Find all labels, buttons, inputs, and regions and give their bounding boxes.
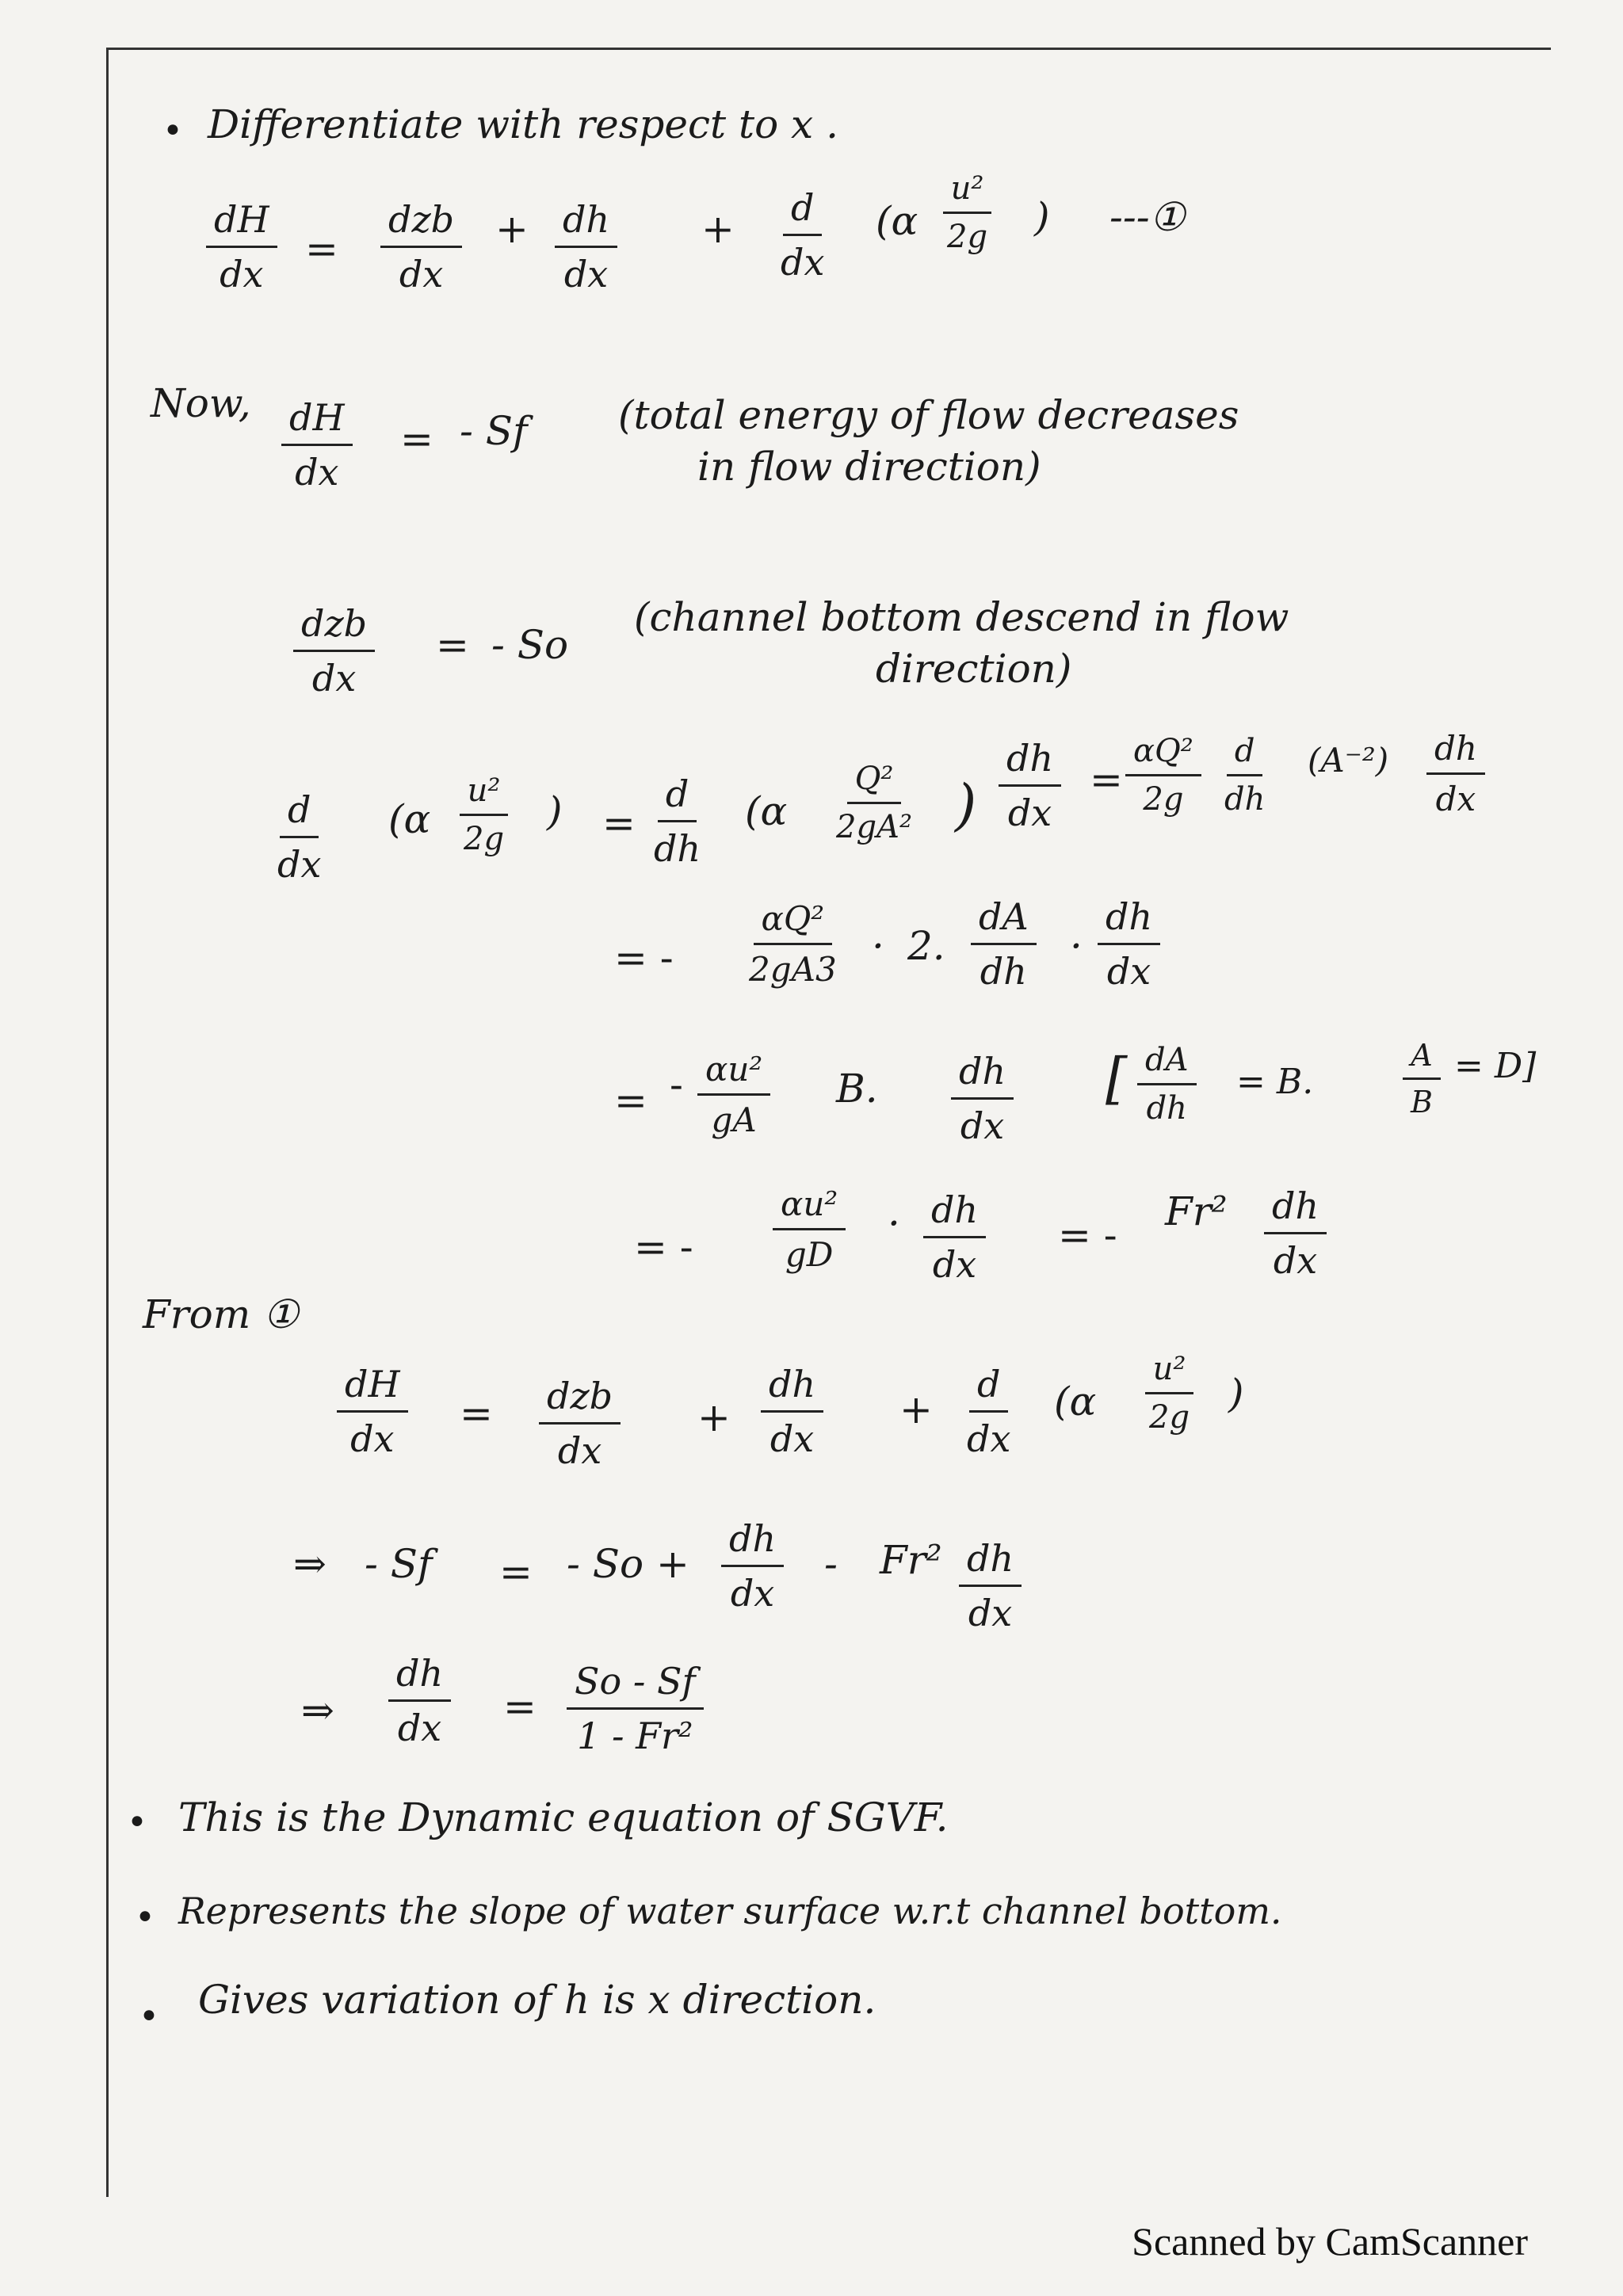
eq1-label: ---① (1109, 194, 1186, 240)
line3-eq-D: = D] (1454, 1046, 1537, 1086)
eq1-u2: u² (943, 170, 992, 214)
deriv-d-dx (269, 788, 329, 886)
line2-dh-2: dh (1098, 895, 1160, 945)
deriv-q2: Q² (847, 761, 902, 804)
line4-dh-dx (923, 1188, 986, 1286)
line3-bracket-eq-B: = B. (1236, 1062, 1314, 1102)
from-dzb-dx (539, 1375, 621, 1472)
deriv-dh-3: dh (1224, 781, 1266, 818)
line3-dh-dx (951, 1050, 1014, 1147)
line2-equals: = - (614, 935, 674, 981)
line2-dh: dh (980, 950, 1027, 993)
eq1-d-dx (773, 186, 832, 284)
sf-note-line1: (total energy of flow decreases (618, 392, 1239, 438)
bullet-dot-2: • (135, 1897, 155, 1938)
from-close: ) (1228, 1371, 1244, 1417)
eq1-equals: = (305, 226, 338, 272)
line3-Bden: B (1411, 1085, 1433, 1119)
result-dh: dh (721, 1517, 784, 1567)
line2-two: 2. (907, 923, 945, 969)
line4-au2-gD (773, 1184, 846, 1274)
eq1-alpha-open: (α (876, 198, 918, 244)
result-so: - So + (567, 1541, 689, 1587)
result-dh-2: dh (959, 1537, 1022, 1587)
deriv-dx-2: dx (1007, 791, 1052, 834)
line3-B: B. (836, 1066, 878, 1112)
bullet-dot-3: • (139, 1997, 159, 2037)
line3-equals: = (614, 1077, 647, 1123)
deriv-equals: = (602, 800, 636, 846)
eq1-dx-4: dx (781, 241, 825, 284)
from-1-label: From ① (143, 1291, 299, 1337)
deriv-u2-2g (456, 772, 512, 857)
deriv-dx: dx (277, 843, 322, 886)
result-sf: - Sf (365, 1541, 433, 1587)
eq1-dzb: dzb (380, 198, 462, 248)
line4-dh-dx-2 (1264, 1184, 1327, 1282)
eq1-dH-dx (206, 198, 277, 296)
now-dx: dx (295, 451, 339, 494)
line2-aq2: αQ² (754, 899, 833, 945)
from-alpha-open: (α (1054, 1379, 1097, 1425)
deriv-d-3: d (1227, 733, 1263, 776)
line3-minus: - (670, 1062, 683, 1108)
eq1-dh-dx (555, 198, 617, 296)
scanner-watermark: Scanned by CamScanner (1132, 2219, 1528, 2264)
line4-equals-2: = - (1058, 1212, 1117, 1258)
line3-au2-gA (697, 1050, 770, 1139)
eq1-plus-2: + (701, 206, 735, 252)
deriv-equals-2: = (1090, 757, 1123, 803)
from-2g: 2g (1149, 1399, 1190, 1436)
line3-bracket-dh: dh (1146, 1090, 1187, 1127)
final-fraction (567, 1660, 704, 1757)
deriv-dx-3: dx (1435, 780, 1476, 818)
bullet-text-1: This is the Dynamic equation of SGVF. (178, 1794, 949, 1840)
deriv-aq2: αQ² (1125, 733, 1201, 776)
line3-gA: gA (711, 1100, 757, 1139)
line3-A: A (1403, 1038, 1440, 1080)
eq1-dx-3: dx (563, 253, 609, 296)
eq1-close: ) (1034, 194, 1050, 240)
deriv-A-minus-2: (A⁻²) (1308, 741, 1389, 780)
bullet-dot: • (162, 111, 183, 151)
deriv-dh-dx (999, 737, 1061, 834)
from-dx-3: dx (769, 1417, 815, 1460)
deriv-d: d (280, 788, 319, 838)
so-rhs: - So (491, 622, 569, 668)
line2-aq2-2gA3 (741, 899, 845, 989)
from-plus-2: + (899, 1386, 933, 1432)
line2-2gA3: 2gA3 (749, 950, 837, 989)
eq1-plus: + (495, 206, 529, 252)
eq1-dzb-dx (380, 198, 462, 296)
from-dzb: dzb (539, 1375, 621, 1425)
line2-dA: dA (971, 895, 1037, 945)
deriv-q2-2gA2 (828, 761, 920, 845)
so-dzb: dzb (293, 602, 375, 652)
result-dh-dx (721, 1517, 784, 1615)
result-fr2: Fr² (880, 1537, 942, 1583)
final-dh-dx (388, 1652, 451, 1749)
deriv-dh-dx-2 (1426, 729, 1485, 818)
eq1-d: d (783, 186, 822, 236)
line4-dot: · (888, 1200, 900, 1246)
sf-rhs: - Sf (460, 408, 528, 454)
line2-dA-dh (971, 895, 1037, 993)
deriv-close: ) (547, 788, 563, 834)
deriv-d-2: d (658, 772, 697, 822)
now-dH: dH (281, 396, 353, 446)
deriv-dh-2: dh (999, 737, 1061, 787)
intro-text: Differentiate with respect to x . (208, 101, 839, 147)
implies-arrow-2: ⇒ (301, 1688, 334, 1733)
so-dzb-dx (293, 602, 375, 700)
now-dH-dx (281, 396, 353, 494)
line3-A-over-B (1403, 1038, 1441, 1119)
line3-bracket-dA: dA (1137, 1042, 1197, 1085)
deriv-2g-2: 2g (1143, 781, 1184, 818)
result-dx: dx (730, 1572, 775, 1615)
from-dx-2: dx (557, 1429, 602, 1472)
from-dh: dh (761, 1363, 823, 1413)
deriv-u2: u² (460, 772, 509, 816)
from-dH: dH (337, 1363, 408, 1413)
so-note-line2: direction) (876, 646, 1072, 692)
deriv-alpha-open-2: (α (745, 788, 788, 834)
from-d-dx (959, 1363, 1018, 1460)
line2-dot: · (872, 923, 884, 969)
from-dh-dx (761, 1363, 823, 1460)
bullet-dot-1: • (127, 1802, 147, 1843)
from-d: d (969, 1363, 1008, 1413)
eq1-u2-2g (939, 170, 995, 255)
line4-equals: = - (634, 1224, 693, 1270)
final-dh: dh (388, 1652, 451, 1702)
deriv-dh: dh (654, 827, 701, 870)
page-border (106, 48, 1551, 2197)
result-equals: = (499, 1549, 533, 1595)
deriv-d-dh-2 (1216, 733, 1273, 818)
from-dx-4: dx (967, 1417, 1011, 1460)
line2-dx: dx (1106, 950, 1151, 993)
line4-dx: dx (932, 1243, 977, 1286)
final-numerator: So - Sf (567, 1660, 704, 1710)
deriv-2g: 2g (464, 821, 505, 857)
final-equals: = (503, 1684, 537, 1730)
from-dH-dx (337, 1363, 408, 1460)
so-note-line1: (channel bottom descend in flow (634, 594, 1289, 640)
line3-bracket-dA-dh (1137, 1042, 1197, 1127)
line4-fr2: Fr² (1165, 1188, 1228, 1234)
line3-dx: dx (960, 1104, 1005, 1147)
deriv-dh-4: dh (1426, 729, 1485, 775)
line4-gD: gD (785, 1235, 834, 1274)
line4-au2: αu² (773, 1184, 846, 1230)
line4-dh: dh (923, 1188, 986, 1238)
result-dx-2: dx (968, 1592, 1013, 1634)
line2-dot-2: · (1070, 923, 1083, 969)
deriv-2gA2: 2gA² (836, 809, 912, 845)
final-denominator: 1 - Fr² (577, 1714, 693, 1757)
implies-arrow: ⇒ (293, 1541, 327, 1587)
now-equals: = (400, 416, 433, 462)
result-minus: - (824, 1541, 838, 1587)
from-u2-2g (1141, 1351, 1197, 1436)
line2-dh-dx (1098, 895, 1160, 993)
eq1-dx-2: dx (399, 253, 444, 296)
deriv-d-dh (646, 772, 708, 870)
final-dx: dx (397, 1707, 442, 1749)
bullet-text-3: Gives variation of h is x direction. (198, 1977, 876, 2023)
from-plus: + (697, 1394, 731, 1440)
from-equals: = (460, 1390, 493, 1436)
eq1-2g: 2g (947, 219, 988, 255)
from-u2: u² (1145, 1351, 1194, 1394)
line3-au2: αu² (697, 1050, 770, 1096)
line3-dh: dh (951, 1050, 1014, 1100)
from-dx: dx (350, 1417, 395, 1460)
so-dx: dx (311, 657, 357, 700)
sf-note-line2: in flow direction) (697, 444, 1041, 490)
bullet-text-2: Represents the slope of water surface w.r.t channel bottom. (178, 1890, 1282, 1932)
eq1-dh: dh (555, 198, 617, 248)
deriv-close-2: ) (955, 772, 977, 837)
eq1-dH: dH (206, 198, 277, 248)
result-dh-dx-2 (959, 1537, 1022, 1634)
so-equals: = (436, 622, 469, 668)
line4-dh-2: dh (1264, 1184, 1327, 1234)
line3-bracket-open: [ (1106, 1046, 1128, 1111)
deriv-aq2-2g (1125, 733, 1201, 818)
eq1-dx: dx (220, 253, 264, 296)
now-label: Now, (151, 380, 251, 426)
line4-dx-2: dx (1273, 1239, 1318, 1282)
deriv-alpha-open: (α (388, 796, 431, 842)
